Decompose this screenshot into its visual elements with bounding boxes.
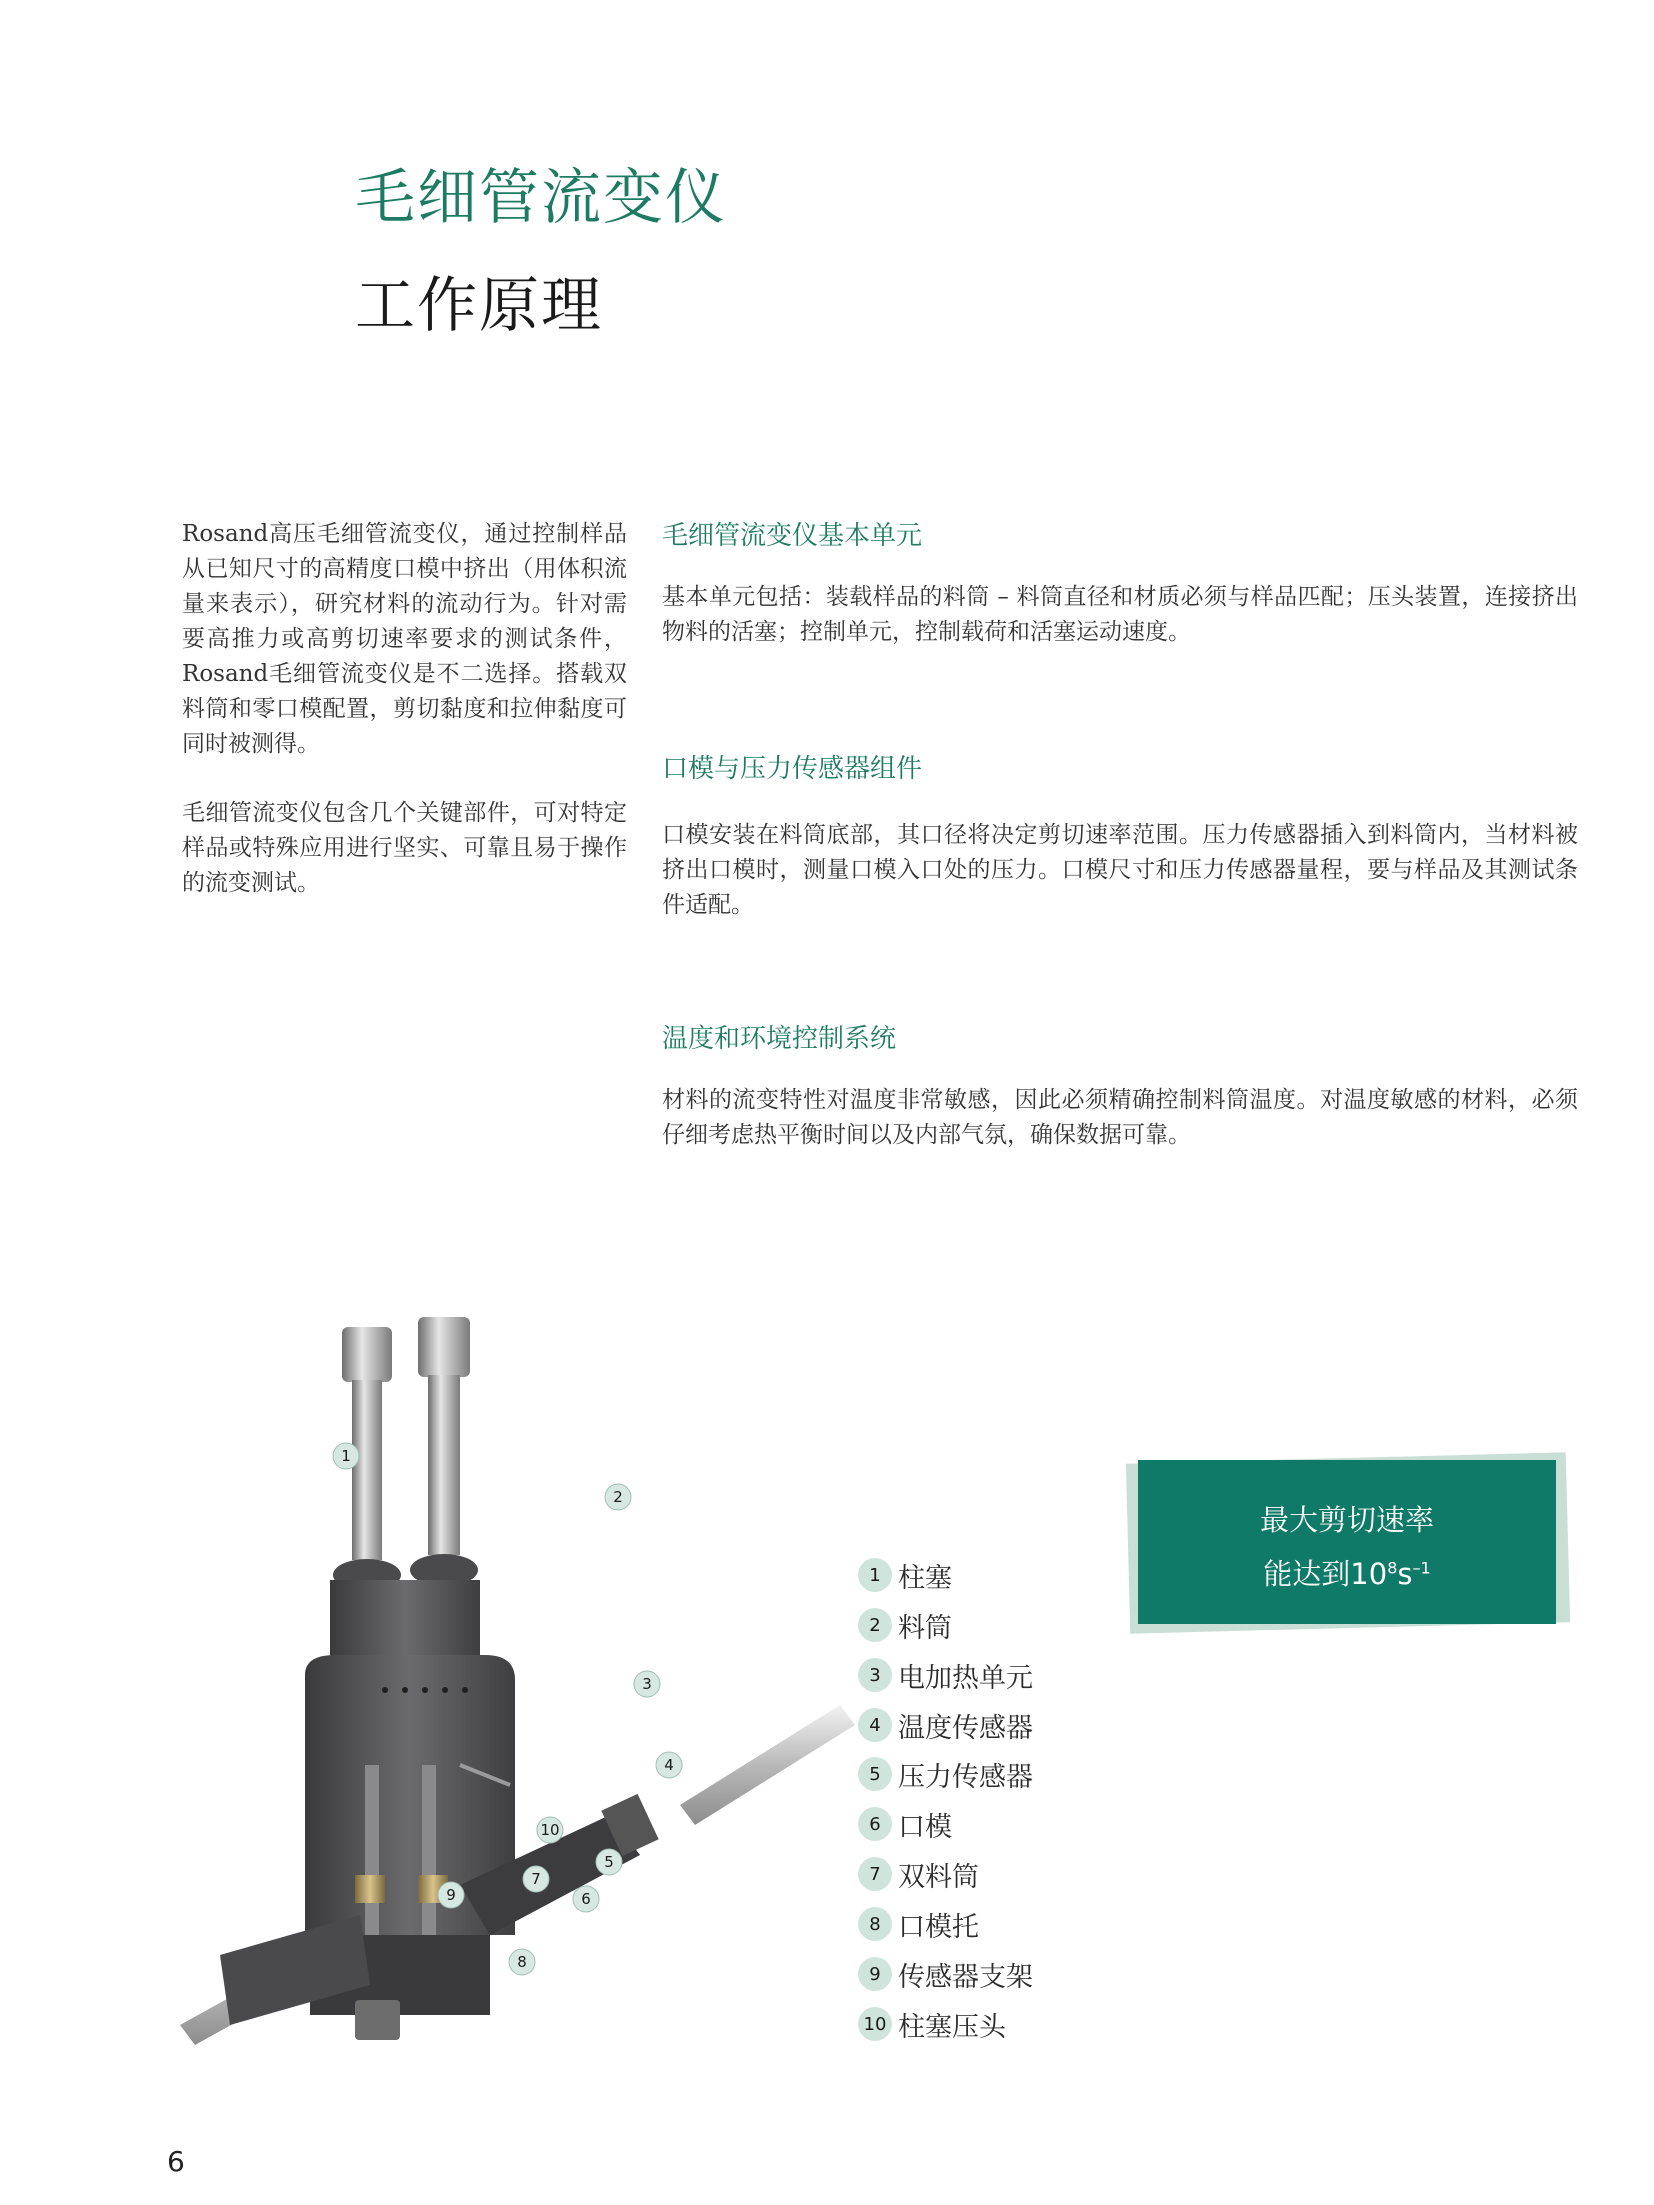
legend-item [858,1605,952,1645]
page-title: 毛细管流变仪 [355,163,727,233]
legend-number: 8 [858,1907,892,1941]
legend-number: 7 [858,1857,892,1891]
legend-number: 2 [858,1608,892,1642]
legend-item [858,1954,1033,1994]
badge-4 [656,1752,682,1778]
svg-text:5: 5 [604,1853,614,1871]
svg-text:7: 7 [531,1870,541,1888]
section-body-die-transducer: 口模安装在料筒底部，其口径将决定剪切速率范围。压力传感器插入到料筒内，当材料被挤出口模时，测量口模入口处的压力。口模尺寸和压力传感器量程，要与样品及其测试条件适配。 [662,822,1578,918]
legend-label: 口模托 [898,1911,979,1943]
legend-item [858,1655,1033,1695]
legend-number: 10 [858,2007,892,2041]
legend-item [858,1904,979,1944]
badge-6 [573,1886,599,1912]
svg-text:8: 8 [517,1953,527,1971]
legend-label: 电加热单元 [898,1662,1033,1694]
svg-text:9: 9 [446,1886,456,1904]
legend-item [858,1555,952,1595]
svg-text:3: 3 [642,1675,652,1693]
section-heading-basic-unit: 毛细管流变仪基本单元 [662,521,923,551]
page-subtitle: 工作原理 [355,271,603,341]
svg-text:2: 2 [613,1488,623,1506]
shear-rate-callout [1138,1460,1556,1624]
badge-10 [537,1817,563,1843]
legend-label: 料筒 [898,1612,952,1644]
legend-number: 9 [858,1957,892,1991]
badge-9 [438,1882,464,1908]
legend-item [858,1754,1033,1794]
callout-line-2: 能达到$10^8s^{-1}$ [1263,1557,1431,1591]
svg-text:4: 4 [664,1756,674,1774]
legend-number: 6 [858,1807,892,1841]
intro-paragraph-1: Rosand高压毛细管流变仪，通过控制样品从已知尺寸的高精度口模中挤出（用体积流量来表示），研究材料的流动行为。针对需要高推力或高剪切速率要求的测试条件，Rosand毛细管流变仪是不二选择。搭载双料筒和零口模配置，剪切黏度和拉伸黏度可同时被测得。 [182,521,627,757]
legend-label: 双料筒 [898,1861,979,1893]
legend-label: 柱塞压头 [898,2011,1006,2043]
legend-number: 3 [858,1658,892,1692]
section-body-basic-unit: 基本单元包括：装载样品的料筒 – 料筒直径和材质必须与样品匹配；压头装置，连接挤出物料的活塞；控制单元，控制载荷和活塞运动速度。 [662,584,1578,645]
legend-label: 柱塞 [898,1562,952,1594]
legend-number: 4 [858,1708,892,1742]
intro-paragraph-2: 毛细管流变仪包含几个关键部件，可对特定样品或特殊应用进行坚实、可靠且易于操作的流变测试。 [182,800,627,896]
svg-text:1: 1 [341,1447,351,1465]
badge-7 [523,1866,549,1892]
badge-3 [634,1671,660,1697]
legend-number: 5 [858,1757,892,1791]
intro-column [182,517,627,935]
badge-1 [333,1443,359,1469]
callout-line-1: 最大剪切速率 [1259,1503,1434,1537]
section-body-temperature: 材料的流变特性对温度非常敏感，因此必须精确控制料筒温度。对温度敏感的材料，必须仔细考虑热平衡时间以及内部气氛，确保数据可靠。 [662,1087,1578,1148]
legend-label: 口模 [898,1811,952,1843]
section-heading-die-transducer: 口模与压力传感器组件 [662,754,923,784]
badge-2 [605,1484,631,1510]
legend-item [858,1854,979,1894]
svg-text:6: 6 [581,1890,591,1908]
legend-label: 传感器支架 [898,1961,1033,1993]
legend-item [858,1705,1033,1745]
legend-label: 温度传感器 [898,1712,1033,1744]
legend-item [858,1804,952,1844]
legend-label: 压力传感器 [898,1761,1033,1793]
badge-8 [509,1949,535,1975]
legend-number: 1 [858,1558,892,1592]
section-heading-temperature: 温度和环境控制系统 [662,1024,897,1054]
rheometer-cutaway-illustration [160,1295,880,2115]
svg-text:10: 10 [540,1821,560,1839]
legend-item [858,2004,1006,2044]
page-number: 6 [167,2145,185,2178]
badge-5 [596,1849,622,1875]
